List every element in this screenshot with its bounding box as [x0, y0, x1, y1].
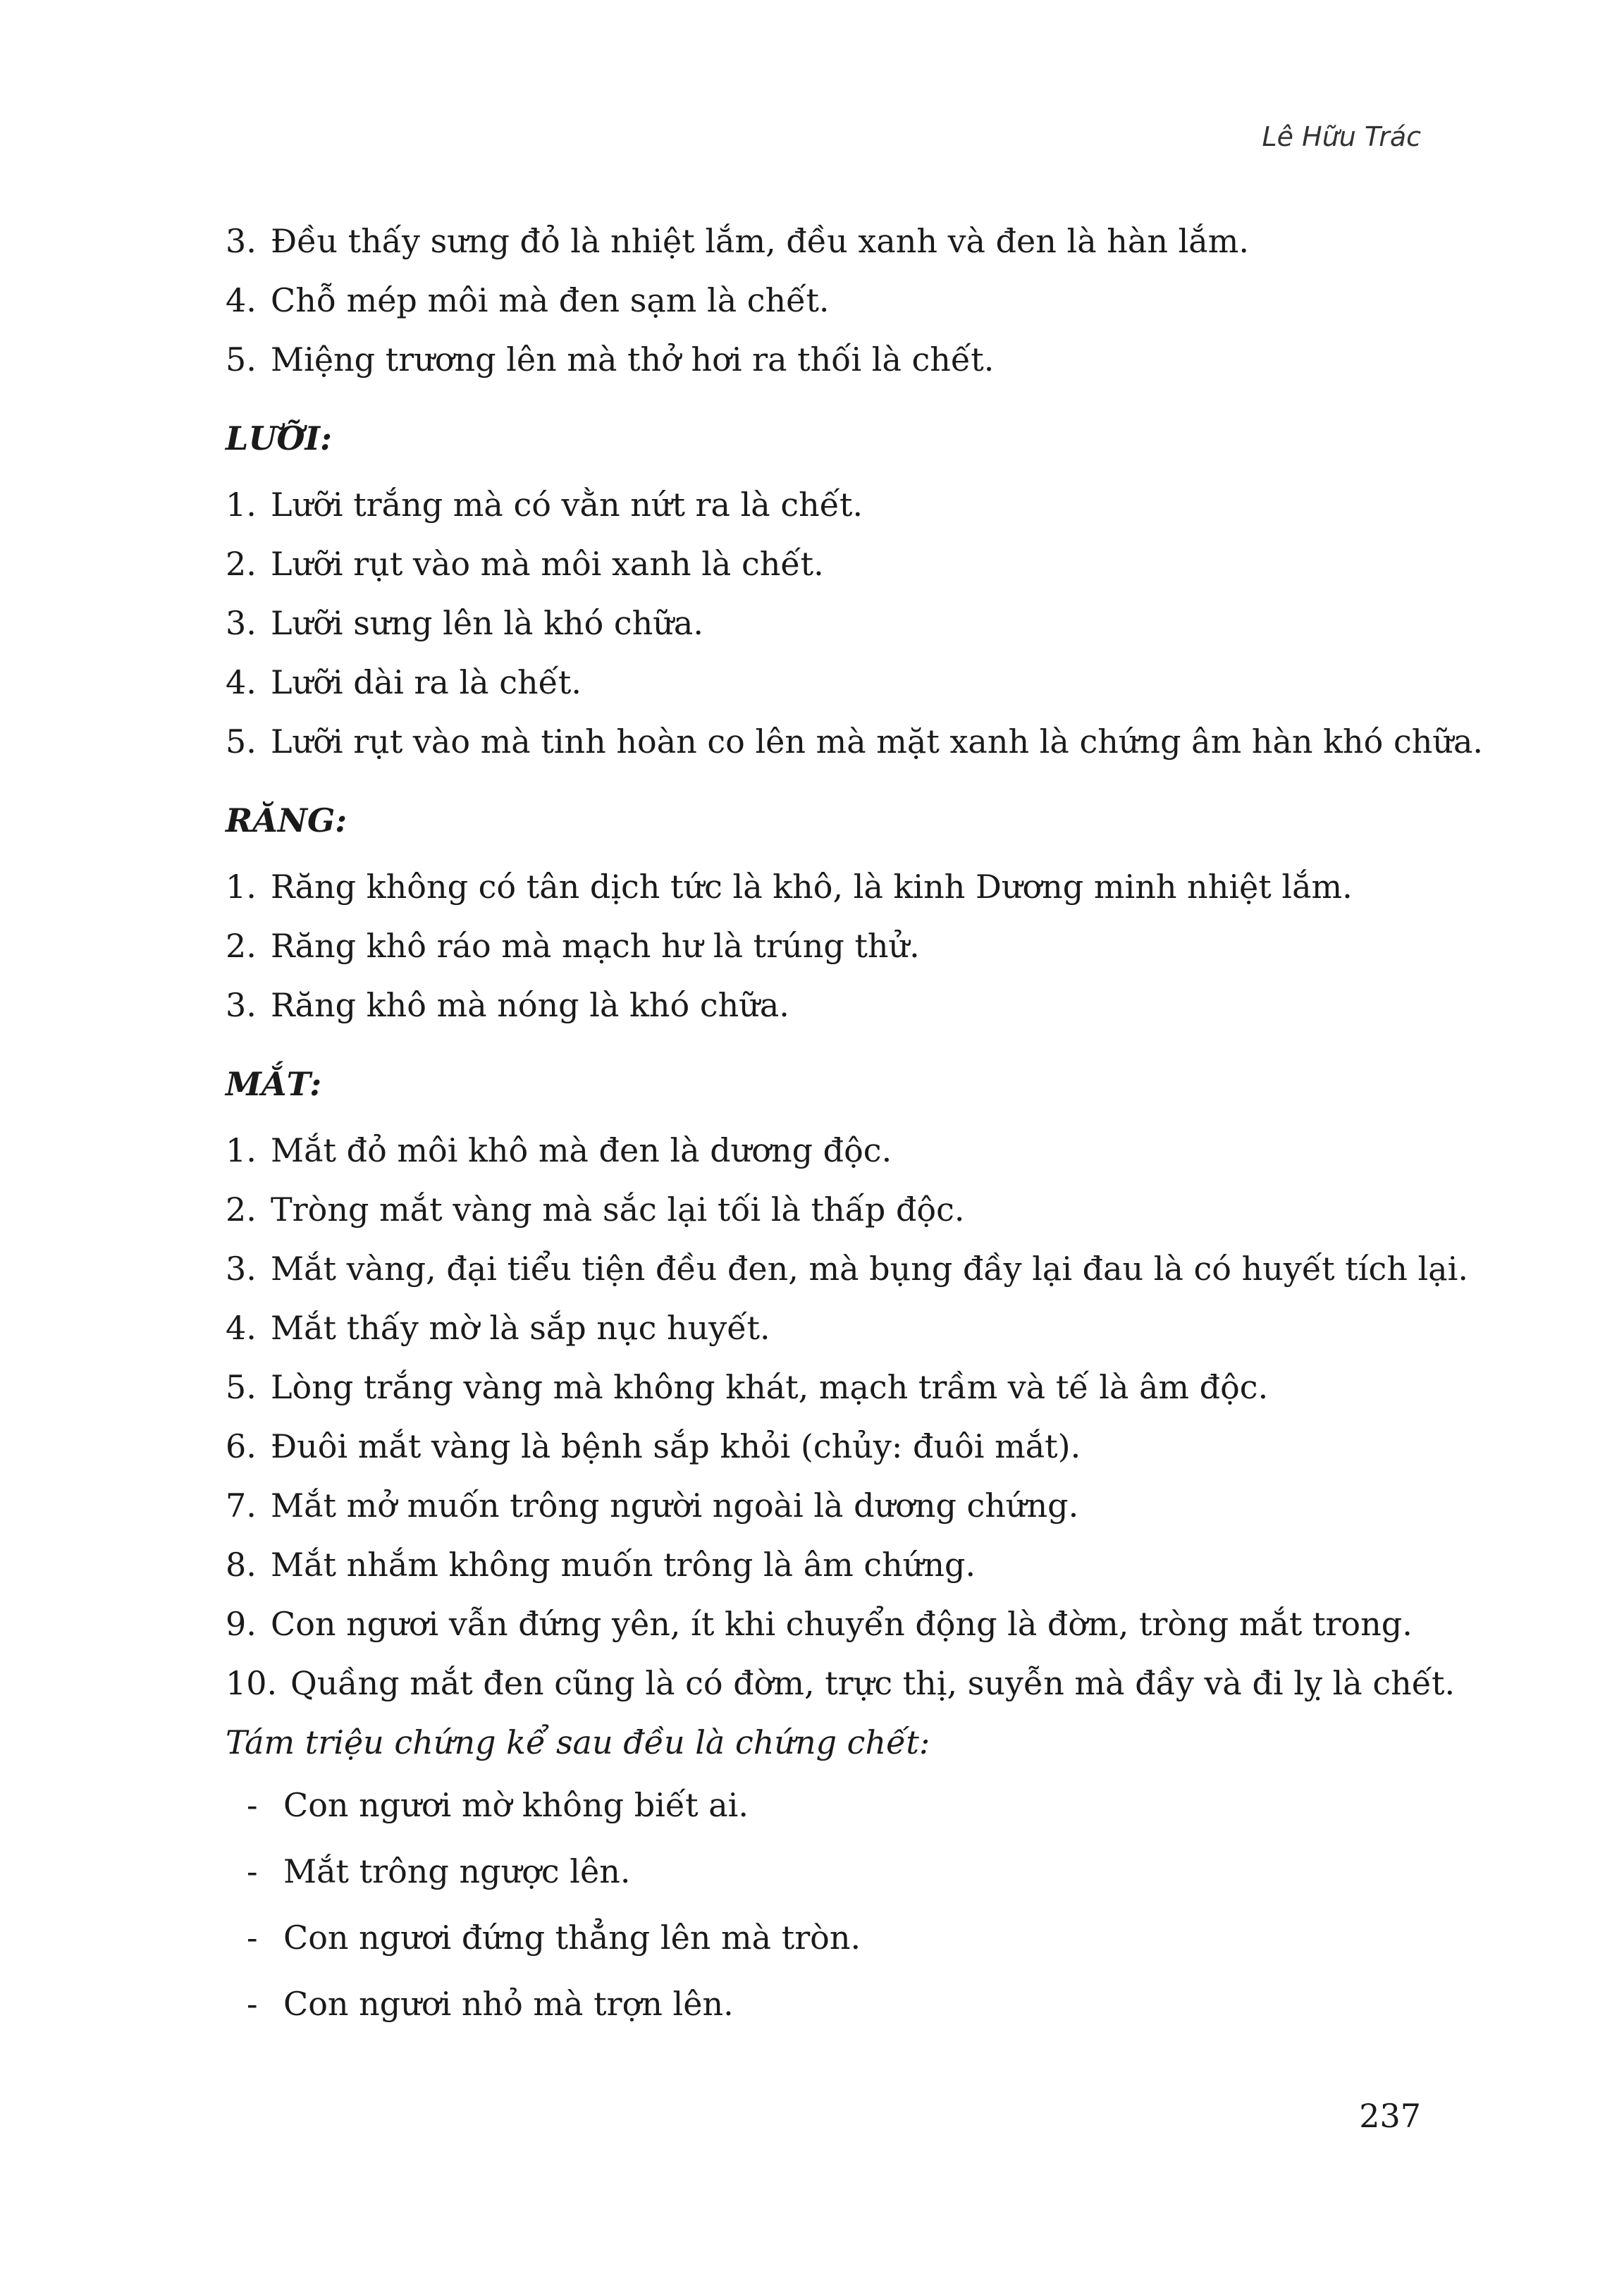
list-item — [226, 534, 1438, 593]
item-number: 4. — [226, 663, 257, 701]
list-item — [226, 1594, 1438, 1654]
item-text: Đuôi mắt vàng là bệnh sắp khỏi (chủy: đuôi mắt). — [271, 1427, 1081, 1465]
item-text: Mắt mở muốn trông người ngoài là dương chứng. — [271, 1486, 1079, 1525]
dash-marker: - — [247, 1919, 258, 1957]
list-item — [226, 1535, 1438, 1594]
item-text: Lưỡi dài ra là chết. — [271, 663, 582, 701]
item-number: 9. — [226, 1605, 257, 1643]
section-heading: MẮT: — [226, 1065, 322, 1103]
item-number: 4. — [226, 1309, 257, 1347]
page-body — [226, 211, 1484, 2037]
dash-list-item — [247, 1904, 1438, 1971]
list-item — [226, 1180, 1438, 1239]
list-item — [226, 1239, 1468, 1298]
item-text: Lòng trắng vàng mà không khát, mạch trầm và tế là âm độc. — [271, 1368, 1269, 1406]
list-item — [226, 1417, 1438, 1476]
list-item — [226, 330, 1438, 389]
list-item — [226, 1476, 1438, 1535]
item-text: Đều thấy sưng đỏ là nhiệt lắm, đều xanh và đen là hàn lắm. — [271, 222, 1249, 260]
item-text: Con ngươi nhỏ mà trợn lên. — [283, 1985, 734, 2023]
dash-list — [226, 1772, 1438, 2037]
item-number: 1. — [226, 1131, 257, 1169]
item-number: 8. — [226, 1546, 257, 1584]
item-text: Mắt vàng, đại tiểu tiện đều đen, mà bụng đầy lại đau là có huyết tích lại. — [271, 1250, 1468, 1288]
note-text: Tám triệu chứng kể sau đều là chứng chết: — [226, 1723, 930, 1761]
list-item — [226, 475, 1438, 534]
list-item — [226, 712, 1484, 771]
item-number: 1. — [226, 486, 257, 524]
item-text: Lưỡi rụt vào mà tinh hoàn co lên mà mặt xanh là chứng âm hàn khó chữa. — [271, 722, 1484, 761]
list-item — [226, 211, 1438, 271]
item-number: 3. — [226, 222, 257, 260]
page-number: 237 — [1359, 2097, 1421, 2135]
item-text: Con ngươi vẫn đứng yên, ít khi chuyển động là đờm, tròng mắt trong. — [271, 1605, 1413, 1643]
item-number: 4. — [226, 281, 257, 319]
item-number: 2. — [226, 1190, 257, 1229]
item-number: 10. — [226, 1664, 278, 1702]
dash-marker: - — [247, 1985, 258, 2023]
item-text: Răng khô mà nóng là khó chữa. — [271, 986, 789, 1024]
item-number: 3. — [226, 986, 257, 1024]
item-number: 5. — [226, 722, 257, 761]
item-text: Chỗ mép môi mà đen sạm là chết. — [271, 281, 830, 319]
list-item — [226, 1654, 1456, 1713]
item-text: Mắt trông ngược lên. — [283, 1852, 631, 1890]
item-text: Miệng trương lên mà thở hơi ra thối là chết. — [271, 340, 995, 378]
item-text: Mắt đỏ môi khô mà đen là dương độc. — [271, 1131, 892, 1169]
item-text: Lưỡi sưng lên là khó chữa. — [271, 604, 703, 642]
item-number: 7. — [226, 1486, 257, 1525]
item-number: 1. — [226, 868, 257, 906]
list-item — [226, 1298, 1438, 1358]
list-item — [226, 975, 1438, 1035]
item-text: Lưỡi rụt vào mà môi xanh là chết. — [271, 545, 824, 583]
list-item — [226, 1358, 1438, 1417]
item-number: 5. — [226, 340, 257, 378]
list-item — [226, 1121, 1438, 1180]
intro-list — [226, 211, 1438, 389]
item-text: Mắt thấy mờ là sắp nục huyết. — [271, 1309, 770, 1347]
item-text: Lưỡi trắng mà có vằn nứt ra là chết. — [271, 486, 863, 524]
item-number: 3. — [226, 604, 257, 642]
section-tongue — [226, 409, 1484, 771]
item-text: Tròng mắt vàng mà sắc lại tối là thấp độc. — [271, 1190, 965, 1229]
item-number: 5. — [226, 1368, 257, 1406]
section-heading: LƯỠI: — [226, 419, 333, 457]
item-number: 2. — [226, 545, 257, 583]
list-item — [226, 857, 1438, 916]
dash-list-item — [247, 1772, 1438, 1838]
section-teeth — [226, 791, 1438, 1035]
item-number: 2. — [226, 927, 257, 965]
dash-marker: - — [247, 1852, 258, 1890]
section-eyes — [226, 1054, 1468, 1713]
dash-list-item — [247, 1971, 1438, 2037]
list-item — [226, 916, 1438, 975]
item-number: 6. — [226, 1427, 257, 1465]
dash-list-item — [247, 1838, 1438, 1904]
item-number: 3. — [226, 1250, 257, 1288]
dash-marker: - — [247, 1786, 258, 1824]
item-text: Mắt nhắm không muốn trông là âm chứng. — [271, 1546, 976, 1584]
item-text: Con ngươi đứng thẳng lên mà tròn. — [283, 1919, 861, 1957]
item-text: Răng khô ráo mà mạch hư là trúng thử. — [271, 927, 920, 965]
list-item — [226, 593, 1438, 653]
item-text: Con ngươi mờ không biết ai. — [283, 1786, 749, 1824]
item-text: Răng không có tân dịch tức là khô, là kinh Dương minh nhiệt lắm. — [271, 868, 1353, 906]
item-text: Quầng mắt đen cũng là có đờm, trực thị, suyễn mà đầy và đi lỵ là chết. — [290, 1664, 1456, 1702]
running-header: Lê Hữu Trác — [1262, 121, 1421, 152]
section-heading: RĂNG: — [226, 801, 347, 839]
list-item — [226, 271, 1438, 330]
list-item — [226, 653, 1438, 712]
